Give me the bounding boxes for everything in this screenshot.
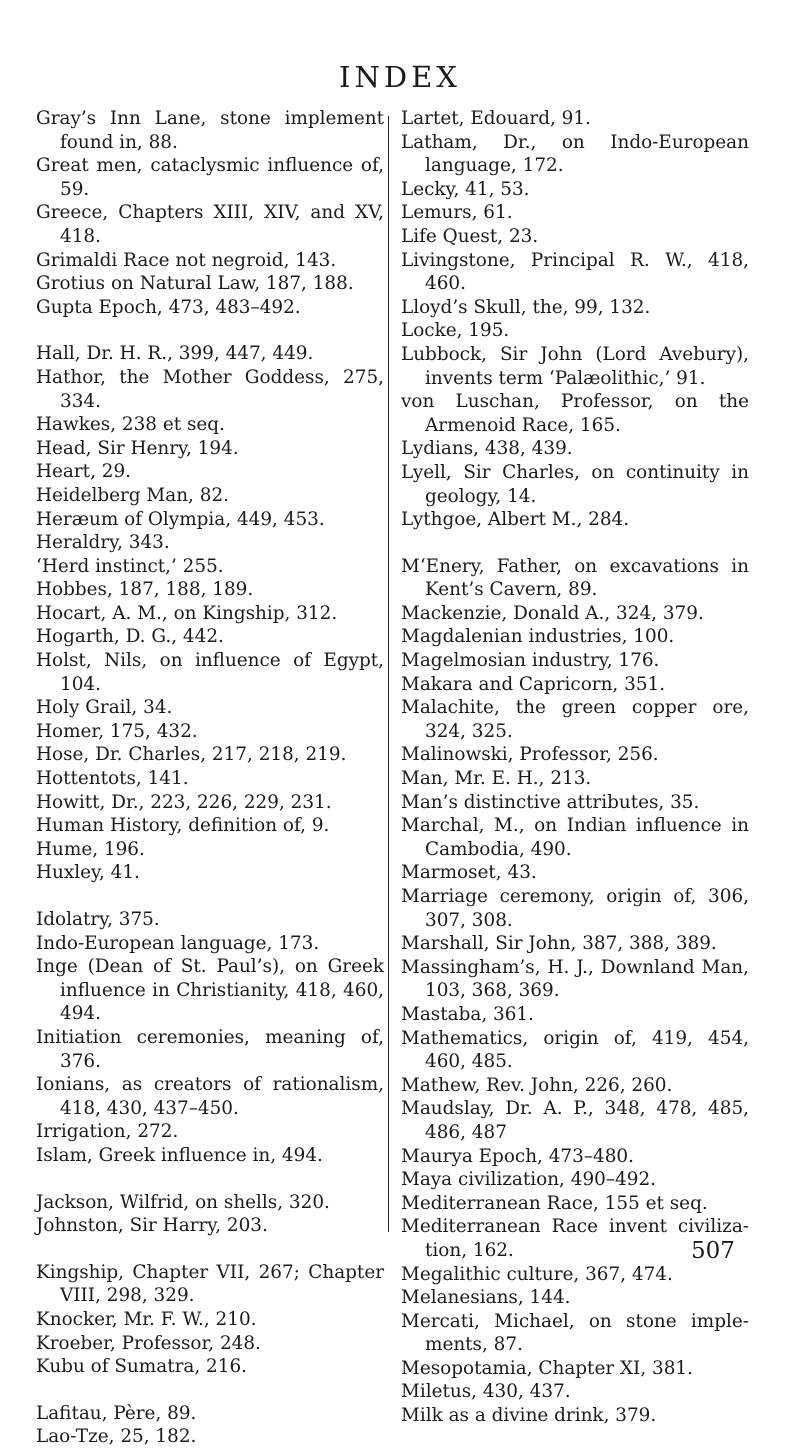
index-entry: Heart, 29. (36, 461, 132, 483)
index-entry: Lubbock, Sir John (Lord Avebury), invents term ‘Palæolithic,’ 91. (401, 343, 749, 389)
index-entry: Johnston, Sir Harry, 203. (36, 1215, 268, 1237)
index-entry: Heræum of Olympia, 449, 453. (36, 508, 325, 530)
index-entry: Man’s distinctive attributes, 35. (401, 791, 700, 813)
index-column-left (36, 107, 384, 1449)
index-entry: Lartet, Edouard, 91. (401, 108, 591, 129)
index-entry: Gupta Epoch, 473, 483–492. (36, 296, 301, 318)
index-entry: Great men, cataclysmic influence of, 59. (36, 155, 384, 200)
index-entry: Initiation ceremonies, meaning of, 376. (36, 1026, 384, 1072)
index-entry: Melanesians, 144. (401, 1287, 571, 1309)
index-entry: Malachite, the green copper ore, 324, 325. (401, 697, 749, 742)
index-entry: Gray’s Inn Lane, stone implement found in, 88. (36, 108, 384, 153)
page-number: 507 (691, 1238, 735, 1264)
index-entry: Milk as a divine drink, 379. (401, 1405, 657, 1427)
index-entry: Hose, Dr. Charles, 217, 218, 219. (36, 744, 347, 766)
index-entry: Lecky, 41, 53. (401, 178, 530, 200)
index-entry: Knocker, Mr. F. W., 210. (36, 1308, 257, 1330)
index-entry: Locke, 195. (401, 320, 510, 342)
index-entry: Marchal, M., on Indian influence in Cambodia, 490. (401, 815, 749, 860)
index-entry: Indo-European language, 173. (36, 932, 320, 954)
index-entry: Idolatry, 375. (36, 909, 160, 930)
index-entry: Holst, Nils, on influence of Egypt, 104. (36, 650, 384, 695)
index-entry: Kubu of Sumatra, 216. (36, 1356, 247, 1378)
group-gap (36, 1238, 384, 1261)
index-entry: Man, Mr. E. H., 213. (401, 768, 592, 790)
index-entry: Mastaba, 361. (401, 1003, 534, 1025)
index-entry: Maurya Epoch, 473–480. (401, 1145, 634, 1167)
index-entry: Hobbes, 187, 188, 189. (36, 579, 254, 601)
index-entry: Marshall, Sir John, 387, 388, 389. (401, 933, 717, 955)
index-entry: Life Quest, 23. (401, 225, 539, 247)
index-entry: von Luschan, Professor, on the Armenoid Race, 165. (401, 391, 749, 436)
index-entry: Maudslay, Dr. A. P., 348, 478, 485, 486, 487 (401, 1098, 749, 1143)
index-entry: Holy Grail, 34. (36, 697, 173, 719)
index-entry: Huxley, 41. (36, 862, 140, 884)
index-entry: Head, Sir Henry, 194. (36, 437, 239, 459)
index-entry: Lafitau, Père, 89. (36, 1402, 197, 1424)
index-entry: Hogarth, D. G., 442. (36, 626, 224, 648)
page-title: INDEX (339, 60, 461, 94)
index-entry: Islam, Greek influence in, 494. (36, 1144, 323, 1166)
index-entry: Mesopotamia, Chapter XI, 381. (401, 1357, 693, 1379)
index-entry: Massingham’s, H. J., Downland Man, 103, 368, 369. (401, 956, 749, 1002)
index-entry: Irrigation, 272. (36, 1121, 179, 1143)
index-entry: Livingstone, Principal R. W., 418, 460. (401, 249, 749, 295)
index-entry: Mackenzie, Donald A., 324, 379. (401, 602, 704, 624)
index-entry: Inge (Dean of St. Paul’s), on Greek influence in Christianity, 418, 460, 494. (36, 956, 384, 1025)
index-entry: Makara and Capricorn, 351. (401, 673, 666, 695)
group-gap (401, 532, 749, 555)
index-entry: Marriage ceremony, origin of, 306, 307, 308. (401, 886, 749, 931)
index-entry: Hocart, A. M., on Kingship, 312. (36, 602, 338, 624)
index-entry: Hume, 196. (36, 838, 145, 860)
index-entry: Kroeber, Professor, 248. (36, 1332, 261, 1354)
index-entry: Heraldry, 343. (36, 532, 170, 554)
index-entry: Lloyd’s Skull, the, 99, 132. (401, 296, 651, 318)
index-entry: Megalithic culture, 367, 474. (401, 1263, 673, 1285)
index-entry: Magdalenian industries, 100. (401, 626, 675, 648)
index-entry: Jackson, Wilfrid, on shells, 320. (36, 1191, 330, 1213)
column-divider (388, 116, 389, 1232)
index-entry: Mediterranean Race invent civiliza-tion, 162. (401, 1216, 749, 1261)
index-entry: Latham, Dr., on Indo-European language, 172. (401, 131, 749, 177)
index-entry: ‘Herd instinct,’ 255. (36, 555, 224, 577)
index-entry: Homer, 175, 432. (36, 720, 198, 742)
index-entry: Howitt, Dr., 223, 226, 229, 231. (36, 791, 332, 813)
index-entry: Lao-Tze, 25, 182. (36, 1426, 197, 1448)
index-entry: Mathew, Rev. John, 226, 260. (401, 1074, 673, 1096)
index-entry: Maya civilization, 490–492. (401, 1169, 656, 1191)
index-entry: Heidelberg Man, 82. (36, 484, 229, 506)
index-entry: Kingship, Chapter VII, 267; Chapter VIII, 298, 329. (36, 1261, 384, 1307)
group-gap (36, 885, 384, 908)
index-column-right (401, 107, 749, 1428)
index-entry: Greece, Chapters XIII, XIV, and XV, 418. (36, 202, 384, 247)
index-entry: Mathematics, origin of, 419, 454, 460, 485. (401, 1027, 749, 1073)
index-entry: Hathor, the Mother Goddess, 275, 334. (36, 366, 384, 412)
index-entry: Lemurs, 61. (401, 202, 513, 224)
index-entry: Miletus, 430, 437. (401, 1381, 571, 1403)
index-entry: Lydians, 438, 439. (401, 438, 573, 460)
index-entry: Human History, definition of, 9. (36, 815, 330, 837)
index-entry: Hottentots, 141. (36, 768, 189, 790)
index-entry: Grimaldi Race not negroid, 143. (36, 249, 337, 271)
group-gap (36, 1168, 384, 1191)
group-gap (36, 1379, 384, 1402)
index-entry: Marmoset, 43. (401, 862, 537, 884)
group-gap (36, 319, 384, 342)
index-entry: Mediterranean Race, 155 et seq. (401, 1192, 708, 1214)
index-entry: Lyell, Sir Charles, on continuity in geology, 14. (401, 461, 749, 507)
index-entry: M‘Enery, Father, on excavations in Kent’s Cavern, 89. (401, 555, 749, 601)
index-entry: Mercati, Michael, on stone imple-ments, 87. (401, 1310, 749, 1356)
index-entry: Ionians, as creators of rationalism, 418, 430, 437–450. (36, 1074, 384, 1119)
index-entry: Magelmosian industry, 176. (401, 650, 660, 672)
index-entry: Hawkes, 238 et seq. (36, 414, 225, 436)
index-entry: Malinowski, Professor, 256. (401, 744, 659, 766)
index-entry: Grotius on Natural Law, 187, 188. (36, 273, 354, 295)
index-entry: Lythgoe, Albert M., 284. (401, 509, 630, 531)
index-entry: Hall, Dr. H. R., 399, 447, 449. (36, 343, 314, 365)
